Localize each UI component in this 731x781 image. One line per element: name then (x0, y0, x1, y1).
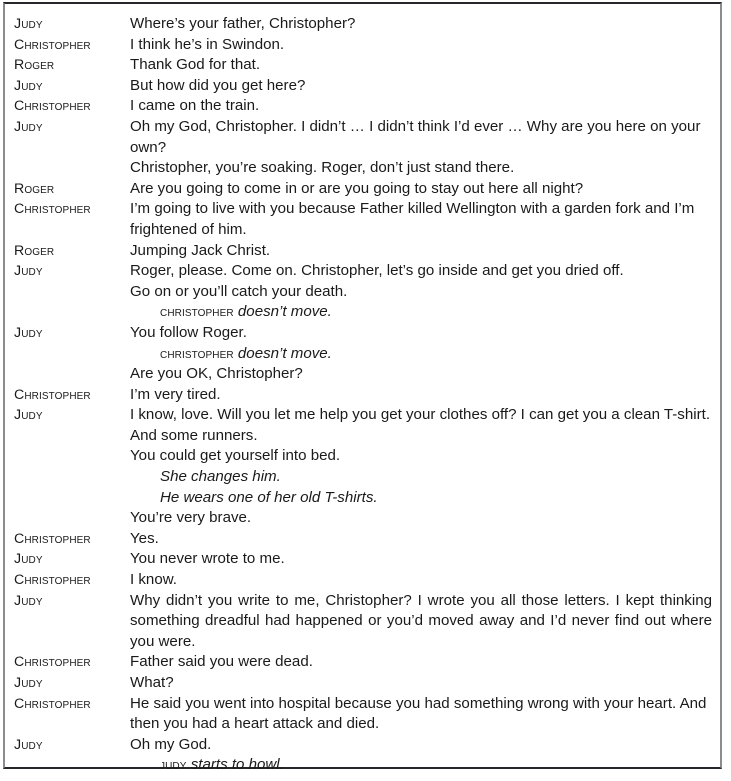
speech-row (14, 76, 712, 97)
dialogue-line: Oh my God, Christopher. I didn’t … I didn’t think I’d ever … Why are you here on your own? (130, 117, 701, 156)
speech-row (14, 385, 712, 406)
speech-lines (130, 323, 712, 385)
speaker-name: Christopher (14, 386, 91, 403)
speaker-name: Christopher (14, 695, 91, 712)
speaker-name: Christopher (14, 98, 91, 115)
speech-lines (130, 261, 712, 323)
speech-row (14, 199, 712, 240)
speech-lines (130, 76, 712, 97)
speech-row (14, 96, 712, 117)
speech-lines (130, 96, 712, 117)
dialogue-line: I think he’s in Swindon. (130, 35, 285, 53)
speech-lines (130, 673, 712, 694)
dialogue-line: You never wrote to me. (130, 550, 285, 568)
stage-direction (130, 488, 712, 509)
dialogue-line: I know, love. Will you let me help you get your clothes off? I can get you a clean T-shirt. And some runners. (130, 406, 711, 444)
stage-direction-character: christopher (160, 345, 234, 362)
speech-row (14, 14, 712, 35)
stage-direction-action: starts to howl. (190, 756, 284, 774)
dialogue-line: I know. (130, 571, 177, 589)
speaker-name: Judy (14, 16, 43, 32)
speech-row (14, 652, 712, 673)
dialogue-line: What? (130, 674, 174, 691)
speech-row (14, 323, 712, 385)
speech-row (14, 261, 712, 323)
speech-row (14, 55, 712, 76)
speech-lines (130, 735, 712, 776)
stage-direction-character: judy (160, 757, 187, 774)
speaker-name: Roger (14, 242, 55, 259)
speaker-name: Judy (14, 263, 43, 280)
script-frame (3, 2, 722, 774)
stage-direction (130, 467, 712, 488)
speaker-name: Christopher (14, 654, 91, 671)
dialogue-line: Are you OK, Christopher? (130, 365, 303, 383)
speaker-name: Christopher (14, 572, 91, 589)
dialogue-line: He said you went into hospital because you had something wrong with your heart. And then you had a heart attack and died. (130, 694, 707, 733)
speaker-name: Christopher (14, 36, 91, 53)
dialogue-line: Jumping Jack Christ. (130, 241, 271, 259)
speaker-name: Roger (14, 57, 55, 74)
speech-row (14, 179, 712, 200)
speech-lines (130, 179, 712, 200)
speaker-name: Roger (14, 180, 55, 197)
speech-lines (130, 241, 712, 262)
speech-row (14, 35, 712, 56)
speech-row (14, 735, 712, 776)
stage-direction (130, 755, 712, 776)
stage-direction-action: She changes him. (160, 468, 281, 486)
speech-row (14, 591, 712, 653)
dialogue-line: You’re very brave. (130, 509, 252, 527)
dialogue-line: You could get yourself into bed. (130, 447, 341, 465)
speaker-name: Christopher (14, 530, 91, 547)
dialogue-line: But how did you get here? (130, 76, 306, 94)
dialogue-line: I’m very tired. (130, 385, 221, 403)
speech-row (14, 529, 712, 550)
script-body (5, 4, 720, 776)
speaker-name: Judy (14, 592, 43, 609)
speaker-name: Judy (14, 118, 43, 135)
stage-direction-character: christopher (160, 304, 234, 321)
speech-lines (130, 199, 712, 240)
speaker-name: Judy (14, 736, 43, 753)
speech-row (14, 117, 712, 179)
speech-lines (130, 652, 712, 673)
speech-row (14, 570, 712, 591)
dialogue-line: Father said you were dead. (130, 653, 313, 671)
speaker-name: Christopher (14, 201, 91, 218)
speech-row (14, 673, 712, 694)
stage-direction (130, 344, 712, 365)
speech-lines (130, 35, 712, 56)
speech-lines (130, 570, 712, 591)
speaker-name: Judy (14, 324, 43, 341)
speech-lines (130, 549, 712, 570)
dialogue-line: Go on or you’ll catch your death. (130, 282, 348, 300)
dialogue-line: Roger, please. Come on. Christopher, let’s go inside and get you dried off. (130, 262, 624, 280)
dialogue-line: Are you going to come in or are you going to stay out here all night? (130, 179, 584, 197)
speaker-name: Judy (14, 551, 43, 568)
speaker-name: Judy (14, 407, 43, 424)
dialogue-line: I’m going to live with you because Father killed Wellington with a garden fork and I’m frightened of him. (130, 200, 695, 238)
dialogue-line: Where’s your father, Christopher? (130, 15, 356, 32)
speech-lines (130, 529, 712, 550)
dialogue-line: Christopher, you’re soaking. Roger, don’t just stand there. (130, 159, 515, 177)
speech-row (14, 549, 712, 570)
dialogue-line: I came on the train. (130, 97, 260, 115)
speech-lines (130, 55, 712, 76)
dialogue-line: Thank God for that. (130, 56, 261, 74)
dialogue-line: You follow Roger. (130, 323, 247, 341)
speaker-name: Judy (14, 77, 43, 94)
speech-row (14, 405, 712, 529)
speech-lines (130, 694, 712, 735)
speech-lines (130, 14, 712, 35)
speech-row (14, 241, 712, 262)
stage-direction-action: doesn’t move. (237, 303, 332, 321)
speech-lines (130, 405, 712, 529)
speech-row (14, 694, 712, 735)
dialogue-line: Oh my God. (130, 735, 212, 753)
speech-lines (130, 117, 712, 179)
stage-direction-action: He wears one of her old T-shirts. (160, 488, 378, 506)
speech-lines (130, 385, 712, 406)
speaker-name: Judy (14, 675, 43, 691)
speech-lines (130, 591, 712, 653)
dialogue-line: Why didn’t you write to me, Christopher? I wrote you all those letters. I kept thinking something dreadful had happened or you’d moved away and I’d never find out where you were. (130, 591, 712, 650)
dialogue-line: Yes. (130, 529, 159, 547)
stage-direction-action: doesn’t move. (237, 344, 332, 362)
stage-direction (130, 302, 712, 323)
